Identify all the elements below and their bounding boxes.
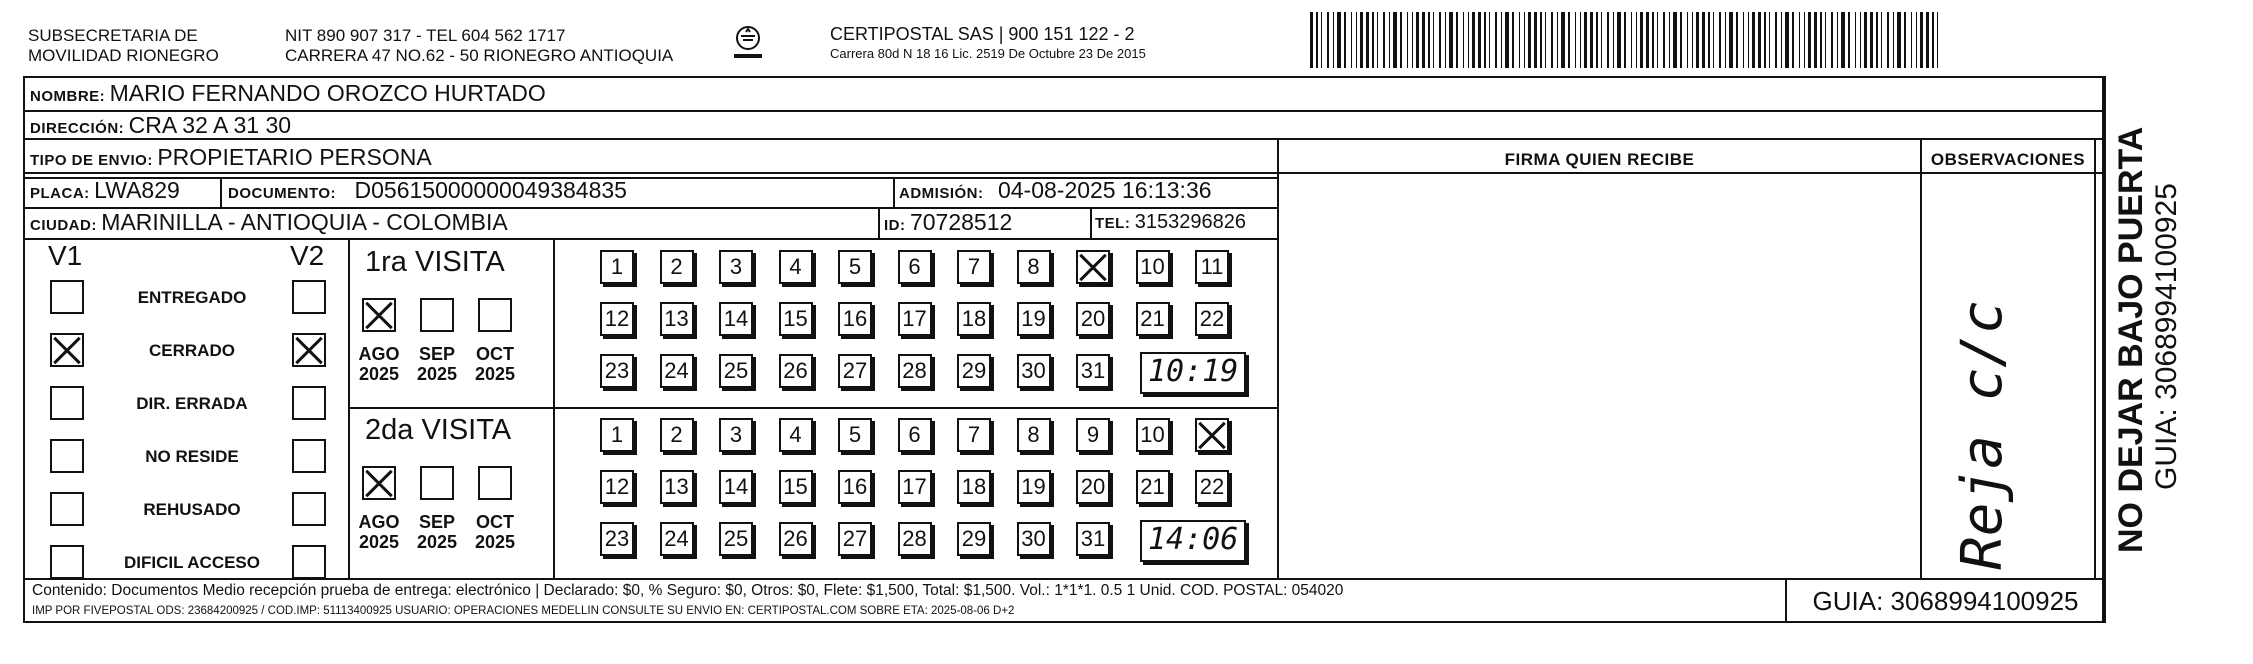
day-cell[interactable]: 17 (898, 302, 932, 336)
nombre-value: MARIO FERNANDO OROZCO HURTADO (109, 80, 546, 106)
courier-line-2: Carrera 80d N 18 16 Lic. 2519 De Octubre 23 De 2015 (830, 46, 1146, 61)
day-cell[interactable]: 24 (660, 354, 694, 388)
org-line-2: MOVILIDAD RIONEGRO (28, 46, 219, 65)
nombre-row (30, 80, 546, 107)
id-field (884, 209, 1012, 236)
day-cell[interactable]: 5 (838, 250, 872, 284)
month-name: SEP (418, 344, 456, 364)
visit-title: 1ra VISITA (365, 246, 505, 278)
month-year: 2025 (474, 532, 516, 552)
month-label (412, 344, 462, 384)
day-cell[interactable]: 7 (957, 418, 991, 452)
tipo-row (30, 144, 432, 171)
placa-value: LWA829 (94, 177, 180, 203)
month-label (470, 344, 520, 384)
placa-label: PLACA: (30, 185, 90, 202)
courier-info (830, 24, 1146, 64)
day-cell[interactable]: 10 (1136, 418, 1170, 452)
day-cell[interactable]: 1 (600, 250, 634, 284)
month-name: AGO (358, 512, 400, 532)
day-cell[interactable]: 8 (1017, 250, 1051, 284)
day-cell[interactable]: 23 (600, 522, 634, 556)
month-name: OCT (476, 344, 514, 364)
month-name: SEP (418, 512, 456, 532)
org-name (28, 26, 219, 66)
v1-checkbox[interactable] (50, 280, 84, 314)
day-cell[interactable]: 22 (1195, 302, 1229, 336)
admision-field (899, 177, 1212, 204)
ciudad-value: MARINILLA - ANTIOQUIA - COLOMBIA (101, 209, 508, 235)
day-cell[interactable]: 23 (600, 354, 634, 388)
documento-label: DOCUMENTO: (228, 185, 337, 202)
side-warning: NO DEJAR BAJO PUERTA (2112, 126, 2150, 553)
v2-checkbox[interactable] (292, 280, 326, 314)
day-cell[interactable]: 11 (1195, 250, 1229, 284)
day-cell[interactable]: 16 (838, 470, 872, 504)
documento-field (228, 177, 627, 204)
day-cell[interactable]: 18 (957, 302, 991, 336)
month-year: 2025 (358, 364, 400, 384)
month-checkbox[interactable] (478, 298, 512, 332)
footer-guia: GUIA: 3068994100925 (1812, 586, 2079, 616)
month-checkbox[interactable] (362, 298, 396, 332)
day-cell[interactable]: 13 (660, 470, 694, 504)
day-cell[interactable]: 4 (779, 250, 813, 284)
day-cell[interactable]: 19 (1017, 302, 1051, 336)
day-cell[interactable] (1076, 250, 1110, 284)
admision-label: ADMISIÓN: (899, 185, 984, 202)
visit-time: 10:19 (1140, 352, 1246, 394)
org-contact (285, 26, 673, 66)
direccion-row (30, 112, 291, 139)
v1-checkbox[interactable] (50, 492, 84, 526)
barcode-graphic (1310, 12, 1942, 68)
month-year: 2025 (416, 532, 458, 552)
month-label (354, 344, 404, 384)
day-cell[interactable]: 29 (957, 522, 991, 556)
day-cell[interactable]: 25 (719, 522, 753, 556)
footer-contenido: Contenido: Documentos Medio recepción prueba de entrega: electrónico | Declarado: $0, % Seguro: $0, Otros: $0, Flete: $1,500, Total: $1,500. Vol.: 1*1*1. 0.5 1 Unid. COD. POSTAL: 054020 (32, 582, 1344, 599)
barcode (1310, 12, 1942, 68)
documento-value: D05615000000049384835 (354, 177, 627, 203)
status-label: DIFICIL ACCESO (123, 553, 260, 572)
day-cell[interactable]: 20 (1076, 470, 1110, 504)
nombre-label: NOMBRE: (30, 88, 106, 105)
day-cell[interactable]: 28 (898, 522, 932, 556)
tipo-label: TIPO DE ENVIO: (30, 152, 153, 169)
day-cell[interactable]: 14 (719, 302, 753, 336)
day-cell[interactable]: 5 (838, 418, 872, 452)
ciudad-label: CIUDAD: (30, 217, 97, 234)
status-label: CERRADO (149, 341, 235, 360)
day-cell[interactable]: 21 (1136, 302, 1170, 336)
day-cell[interactable]: 9 (1076, 418, 1110, 452)
admision-value: 04-08-2025 16:13:36 (997, 177, 1212, 203)
direccion-label: DIRECCIÓN: (30, 120, 125, 137)
id-label: ID: (884, 217, 906, 234)
side-guia: GUIA: 3068994100925 (2150, 183, 2183, 490)
day-cell[interactable]: 18 (957, 470, 991, 504)
day-cell[interactable]: 17 (898, 470, 932, 504)
v1-checkbox[interactable] (50, 333, 84, 367)
tel-value: 3153296826 (1134, 211, 1247, 233)
day-cell[interactable]: 14 (719, 470, 753, 504)
firma-header: FIRMA QUIEN RECIBE (1504, 150, 1695, 169)
status-label: NO RESIDE (145, 447, 239, 466)
v1-checkbox[interactable] (50, 439, 84, 473)
day-cell[interactable] (1195, 418, 1229, 452)
day-cell[interactable]: 20 (1076, 302, 1110, 336)
nit-line: NIT 890 907 317 - TEL 604 562 1717 (285, 26, 566, 45)
day-cell[interactable]: 30 (1017, 354, 1051, 388)
day-cell[interactable]: 13 (660, 302, 694, 336)
org-line-1: SUBSECRETARIA DE (28, 26, 198, 45)
day-cell[interactable]: 27 (838, 522, 872, 556)
status-label: REHUSADO (143, 500, 241, 519)
v2-checkbox[interactable] (292, 439, 326, 473)
day-cell[interactable]: 26 (779, 354, 813, 388)
day-cell[interactable]: 27 (838, 354, 872, 388)
observaciones-handwritten: Reja c/c (1950, 300, 2015, 570)
v2-checkbox[interactable] (292, 386, 326, 420)
day-cell[interactable]: 30 (1017, 522, 1051, 556)
day-cell[interactable]: 12 (600, 302, 634, 336)
day-cell[interactable]: 6 (898, 418, 932, 452)
observaciones-header: OBSERVACIONES (1930, 150, 2086, 169)
v2-checkbox[interactable] (292, 333, 326, 367)
day-cell[interactable]: 4 (779, 418, 813, 452)
footer-imp: IMP POR FIVEPOSTAL ODS: 23684200925 / COD.IMP: 51113400925 USUARIO: OPERACIONES MEDELLIN CONSULTE SU ENVIO EN: CERTIPOSTAL.COM SOBRE ETA: 2025-08-06 D+2 (32, 605, 1015, 617)
day-cell[interactable]: 12 (600, 470, 634, 504)
status-label: ENTREGADO (137, 288, 247, 307)
day-cell[interactable]: 22 (1195, 470, 1229, 504)
day-cell[interactable]: 3 (719, 250, 753, 284)
v1-checkbox[interactable] (50, 545, 84, 579)
day-cell[interactable]: 19 (1017, 470, 1051, 504)
month-checkbox[interactable] (478, 466, 512, 500)
day-cell[interactable]: 31 (1076, 522, 1110, 556)
tel-label: TEL: (1095, 215, 1131, 232)
day-cell[interactable]: 2 (660, 250, 694, 284)
day-cell[interactable]: 15 (779, 302, 813, 336)
certipostal-logo-icon (728, 22, 768, 62)
day-cell[interactable]: 3 (719, 418, 753, 452)
day-cell[interactable]: 24 (660, 522, 694, 556)
month-name: AGO (358, 344, 400, 364)
month-label (354, 512, 404, 552)
day-cell[interactable]: 29 (957, 354, 991, 388)
visit-title: 2da VISITA (365, 414, 512, 446)
day-cell[interactable]: 28 (898, 354, 932, 388)
month-name: OCT (476, 512, 514, 532)
visit-time: 14:06 (1140, 520, 1246, 562)
tel-field (1095, 211, 1246, 234)
month-checkbox[interactable] (362, 466, 396, 500)
id-value: 70728512 (909, 209, 1013, 235)
v1-header: V1 (48, 240, 83, 271)
day-cell[interactable]: 6 (898, 250, 932, 284)
status-label: DIR. ERRADA (136, 394, 248, 413)
day-cell[interactable]: 21 (1136, 470, 1170, 504)
month-checkbox[interactable] (420, 298, 454, 332)
day-cell[interactable]: 25 (719, 354, 753, 388)
day-cell[interactable]: 7 (957, 250, 991, 284)
day-cell[interactable]: 26 (779, 522, 813, 556)
tipo-value: PROPIETARIO PERSONA (157, 144, 432, 170)
month-label (412, 512, 462, 552)
month-checkbox[interactable] (420, 466, 454, 500)
placa-row (30, 177, 180, 204)
direccion-value: CRA 32 A 31 30 (128, 112, 292, 138)
day-cell[interactable]: 8 (1017, 418, 1051, 452)
ciudad-row (30, 209, 508, 236)
v2-checkbox[interactable] (292, 492, 326, 526)
courier-line-1: CERTIPOSTAL SAS | 900 151 122 - 2 (830, 24, 1135, 44)
v1-checkbox[interactable] (50, 386, 84, 420)
day-cell[interactable]: 2 (660, 418, 694, 452)
address-line: CARRERA 47 NO.62 - 50 RIONEGRO ANTIOQUIA (285, 46, 674, 65)
month-year: 2025 (358, 532, 400, 552)
v2-checkbox[interactable] (292, 545, 326, 579)
day-cell[interactable]: 15 (779, 470, 813, 504)
month-label (470, 512, 520, 552)
day-cell[interactable]: 16 (838, 302, 872, 336)
v2-header: V2 (290, 240, 325, 271)
month-year: 2025 (416, 364, 458, 384)
day-cell[interactable]: 10 (1136, 250, 1170, 284)
day-cell[interactable]: 31 (1076, 354, 1110, 388)
month-year: 2025 (474, 364, 516, 384)
day-cell[interactable]: 1 (600, 418, 634, 452)
